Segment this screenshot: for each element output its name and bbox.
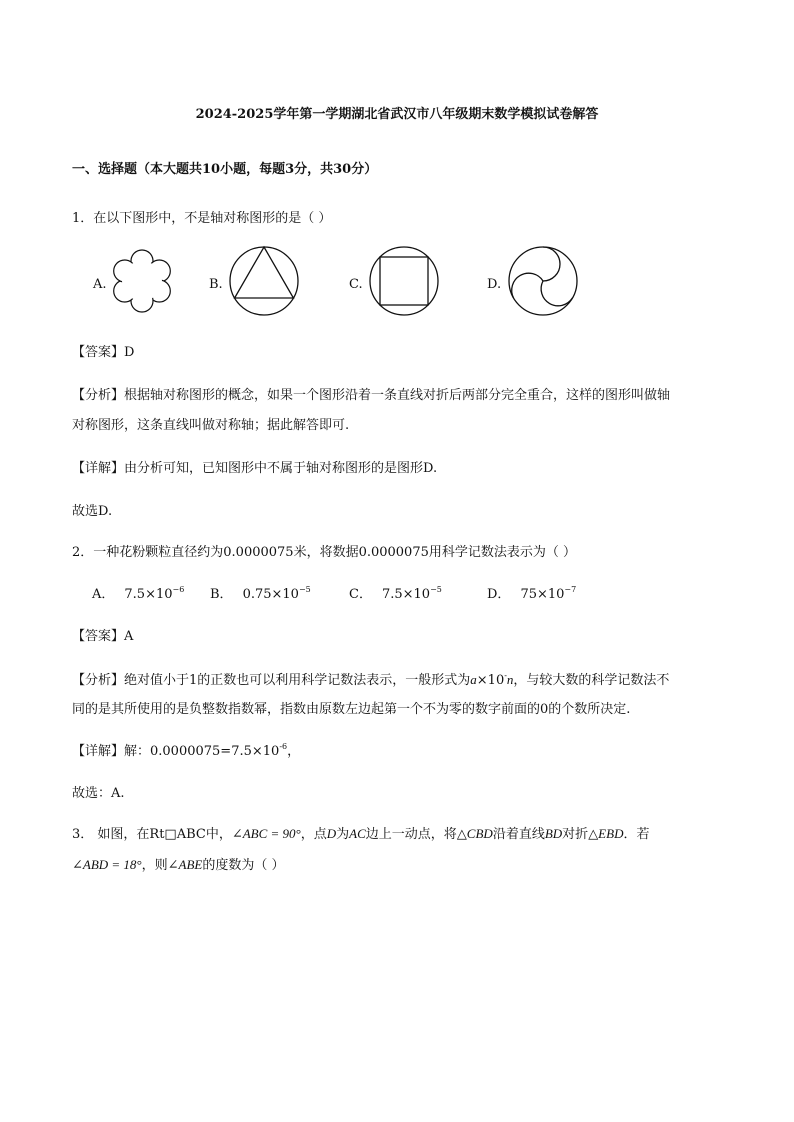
q2-analysis-math-times: ×10 [476,673,505,688]
q2-option-b-base: 0.75×10 [242,587,299,602]
flower-figure [108,247,176,315]
q2-answer: 【答案】A [72,629,134,644]
q3-line1-b: ，点 [300,827,327,842]
q3-line-bd: BD [544,826,563,841]
q1-label-c: C. [349,277,363,292]
q2-option-d-exp: −7 [564,585,577,594]
q3-angle-abc: ∠ABC = 90° [231,826,301,841]
triangle-in-circle-figure [228,245,300,317]
q3-line1 [72,827,649,841]
q3-line1-a: 3． 如图，在Rt□ABC中， [72,827,232,842]
q3-line2-a: ，则 [141,858,168,873]
q2-detail [72,742,301,759]
q2-analysis-line2: 同的是其所使用的是负整数指数幂，指数由原数左边起第一个不为零的数字前面的0的个数所决定. [72,702,631,717]
q2-option-a-label: A． [92,587,115,602]
square-in-circle-figure [368,245,440,317]
q2-option-a-base: 7.5×10 [124,587,173,602]
q1-stem: 1．在以下图形中，不是轴对称图形的是（ ） [72,211,332,226]
q1-choose: 故选D. [72,504,113,519]
q1-label-a: A. [93,277,107,292]
q2-option-c [349,585,442,602]
q2-option-b [210,585,311,602]
q2-analysis-line1-a: 【分析】绝对值小于1的正数也可以利用科学记数法表示，一般形式为 [72,673,471,688]
q3-segment-ac: AC [349,826,366,841]
q2-analysis-line1-b: ，与较大数的科学记数法不 [513,673,670,688]
q3-line1-g: ．若 [623,827,650,842]
q1-label-b: B. [209,277,223,292]
q1-detail: 【详解】由分析可知，已知图形中不属于轴对称图形的是图形D. [72,461,438,476]
q2-option-d [487,585,577,602]
q2-choose: 故选：A. [72,786,125,801]
page-title: 2024-2025学年第一学期湖北省武汉市八年级期末数学模拟试卷解答 [195,107,599,122]
q2-option-d-label: D． [487,587,511,602]
q1-answer: 【答案】D [72,345,135,360]
q2-analysis-math-a: a [470,672,477,687]
q2-option-c-base: 7.5×10 [381,587,431,602]
q2-option-a-exp: −6 [172,585,185,594]
q3-line1-d: 边上一动点，将 [365,827,457,842]
q2-option-c-label: C． [349,587,372,602]
q2-stem: 2．一种花粉颗粒直径约为0.0000075米，将数据0.0000075用科学记数法表示为（ ） [72,545,577,560]
q1-analysis-line2: 对称图形，这条直线叫做对称轴；据此解答即可. [72,418,350,433]
q3-line1-f: 对折 [562,827,589,842]
q3-triangle-ebd: △EBD [588,826,624,841]
swirl-in-circle-figure [507,245,579,317]
q3-angle-abe: ∠ABE [167,857,203,872]
q2-option-a [92,585,185,602]
q2-detail-b: ， [287,744,301,759]
q2-detail-a: 【详解】解：0.0000075=7.5×10 [72,744,280,759]
q2-option-c-exp: −5 [430,585,442,594]
q3-triangle-cbd: △CBD [456,826,493,841]
q2-analysis-line1 [72,673,669,687]
q2-option-b-exp: −5 [298,585,311,594]
q3-point-d: D [326,826,337,841]
q3-line1-e: 沿着直线 [492,827,545,842]
q1-analysis-line1: 【分析】根据轴对称图形的概念，如果一个图形沿着一条直线对折后两部分完全重合，这样的图形叫做轴 [72,388,671,403]
q2-option-b-label: B． [210,587,233,602]
q3-line2 [72,858,285,872]
q3-line2-b: 的度数为（ ） [202,858,285,873]
q2-analysis-math-sup: - [504,671,507,680]
q3-line1-c: 为 [336,827,350,842]
q2-detail-sup: -6 [279,742,288,751]
q3-angle-abd: ∠ABD = 18° [72,857,142,872]
q2-option-d-base: 75×10 [520,587,565,602]
section-heading: 一、选择题（本大题共10小题，每题3分，共30分） [72,162,378,177]
q2-analysis-math-n: n [506,672,514,687]
q1-label-d: D. [487,277,502,292]
